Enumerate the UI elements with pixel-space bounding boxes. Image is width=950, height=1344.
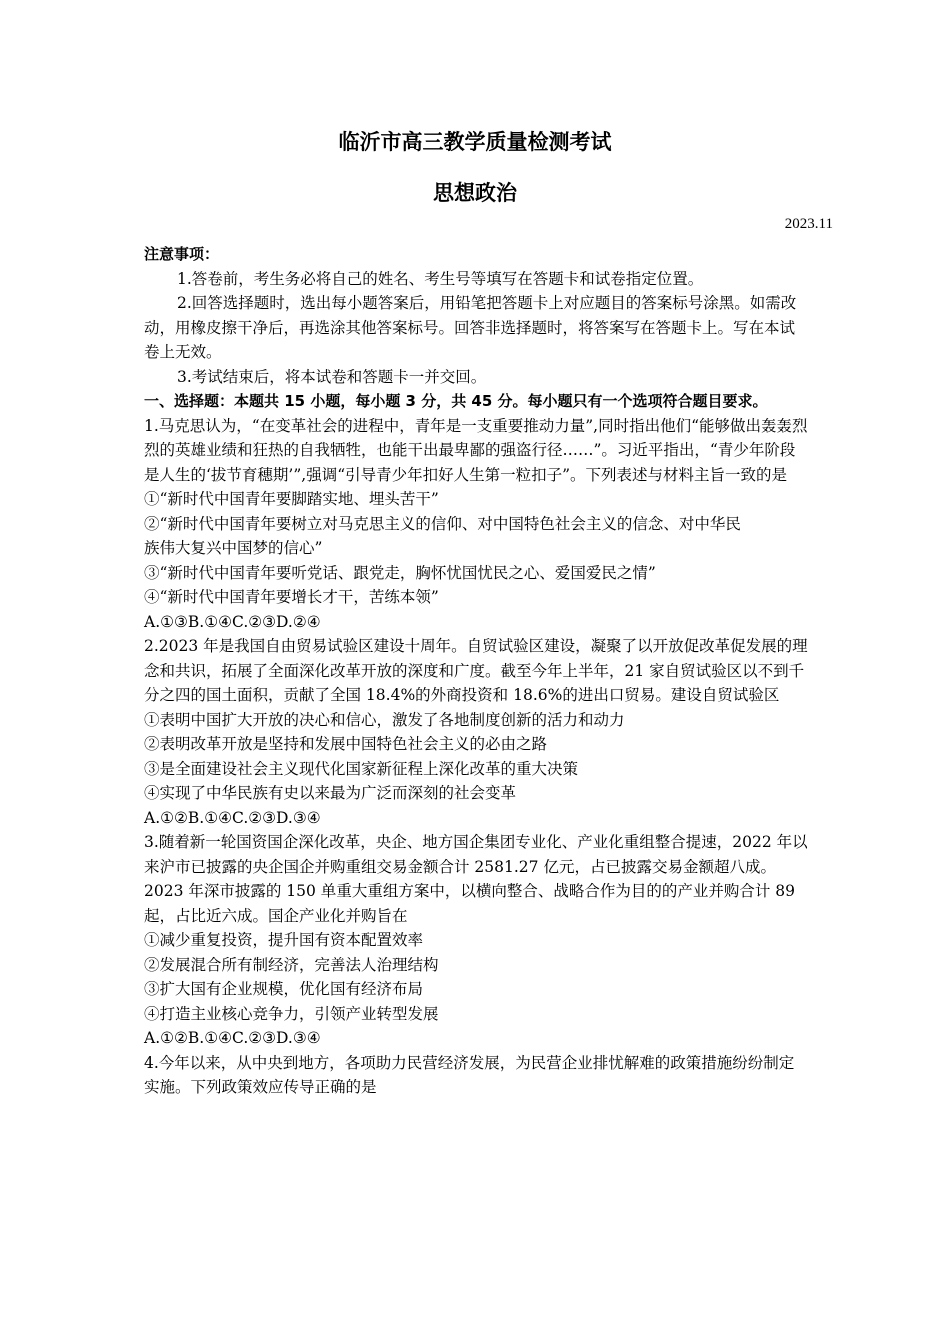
section-heading: 一、选择题：本题共 15 小题，每小题 3 分，共 45 分。每小题只有一个选项符合题目要求。	[144, 392, 768, 410]
question-item: ②发展混合所有制经济，完善法人治理结构	[144, 955, 439, 974]
question-stem: 2.2023 年是我国自由贸易试验区建设十周年。自贸试验区建设，凝聚了以开放促改革促发展的理念和共识，拓展了全面深化改革开放的深度和广度。截至今年上半年，21 家自贸试验区以不到千分之四的国土面积，贡献了全国 18.4%的外商投资和 18.6%的进出口贸易。建设自贸试验区	[144, 637, 808, 704]
question-3	[144, 830, 808, 1051]
question-stem: 4.今年以来，从中央到地方，各项助力民营经济发展，为民营企业排忧解难的政策措施纷纷制定实施。下列政策效应传导正确的是	[144, 1053, 795, 1096]
question-item: ③是全面建设社会主义现代化国家新征程上深化改革的重大决策	[144, 759, 579, 778]
exam-date: 2023.11	[784, 216, 833, 232]
question-stem: 3.随着新一轮国资国企深化改革，央企、地方国企集团专业化、产业化重组整合提速，2022 年以来沪市已披露的央企国企并购重组交易金额合计 2581.27 亿元，占已披露交易金额超八成。2023 年深市披露的 150 单重大重组方案中，以横向整合、战略合作为目的的产业并购合计 89 起，占比近六成。国企产业化并购旨在	[144, 833, 808, 925]
question-item: ③“新时代中国青年要听党话、跟党走，胸怀忧国忧民之心、爱国爱民之情”	[144, 563, 656, 582]
question-options: A.①③B.①④C.②③D.②④	[144, 612, 321, 631]
notice-item: 3.考试结束后，将本试卷和答题卡一并交回。	[177, 367, 487, 386]
notice-item: 1.答卷前，考生务必将自己的姓名、考生号等填写在答题卡和试卷指定位置。	[177, 269, 704, 288]
question-item: ①减少重复投资，提升国有资本配置效率	[144, 931, 424, 949]
question-item: ④打造主业核心竞争力，引领产业转型发展	[144, 1004, 439, 1023]
question-item: 族伟大复兴中国梦的信心”	[144, 539, 323, 557]
notice-heading: 注意事项：	[144, 245, 220, 263]
question-item: ①“新时代中国青年要脚踏实地、埋头苦干”	[144, 490, 439, 508]
question-item: ④实现了中华民族有史以来最为广泛而深刻的社会变革	[144, 784, 517, 802]
question-item: ②表明改革开放是坚持和发展中国特色社会主义的必由之路	[144, 735, 548, 753]
exam-title: 临沂市高三教学质量检测考试	[338, 130, 612, 154]
question-2	[144, 634, 808, 830]
question-stem: 1.马克思认为，“在变革社会的进程中，青年是一支重要推动力量”,同时指出他们“能够做出轰轰烈烈的英雄业绩和狂热的自我牺牲，也能干出最卑鄙的强盗行径……”。习近平指出，“青少年阶段是人生的‘拔节育穗期’”,强调“引导青少年扣好人生第一粒扣子”。下列表述与材料主旨一致的是	[144, 416, 808, 484]
question-item: ②“新时代中国青年要树立对马克思主义的信仰、对中国特色社会主义的信念、对中华民	[144, 514, 741, 533]
question-4	[144, 1051, 808, 1100]
exam-content	[144, 242, 808, 1100]
question-item: ④“新时代中国青年要增长才干，苦练本领”	[144, 588, 439, 606]
question-options: A.①②B.①④C.②③D.③④	[144, 808, 321, 827]
question-item: ①表明中国扩大开放的决心和信心，激发了各地制度创新的活力和动力	[144, 710, 625, 729]
notice-item: 2.回答选择题时，选出每小题答案后，用铅笔把答题卡上对应题目的答案标号涂黑。如需改动，用橡皮擦干净后，再选涂其他答案标号。回答非选择题时，将答案写在答题卡上。写在本试卷上无效。	[144, 294, 797, 361]
question-item: ③扩大国有企业规模，优化国有经济布局	[144, 980, 424, 998]
question-1	[144, 414, 808, 635]
question-options: A.①②B.①④C.②③D.③④	[144, 1029, 321, 1047]
subject-title: 思想政治	[433, 181, 517, 205]
